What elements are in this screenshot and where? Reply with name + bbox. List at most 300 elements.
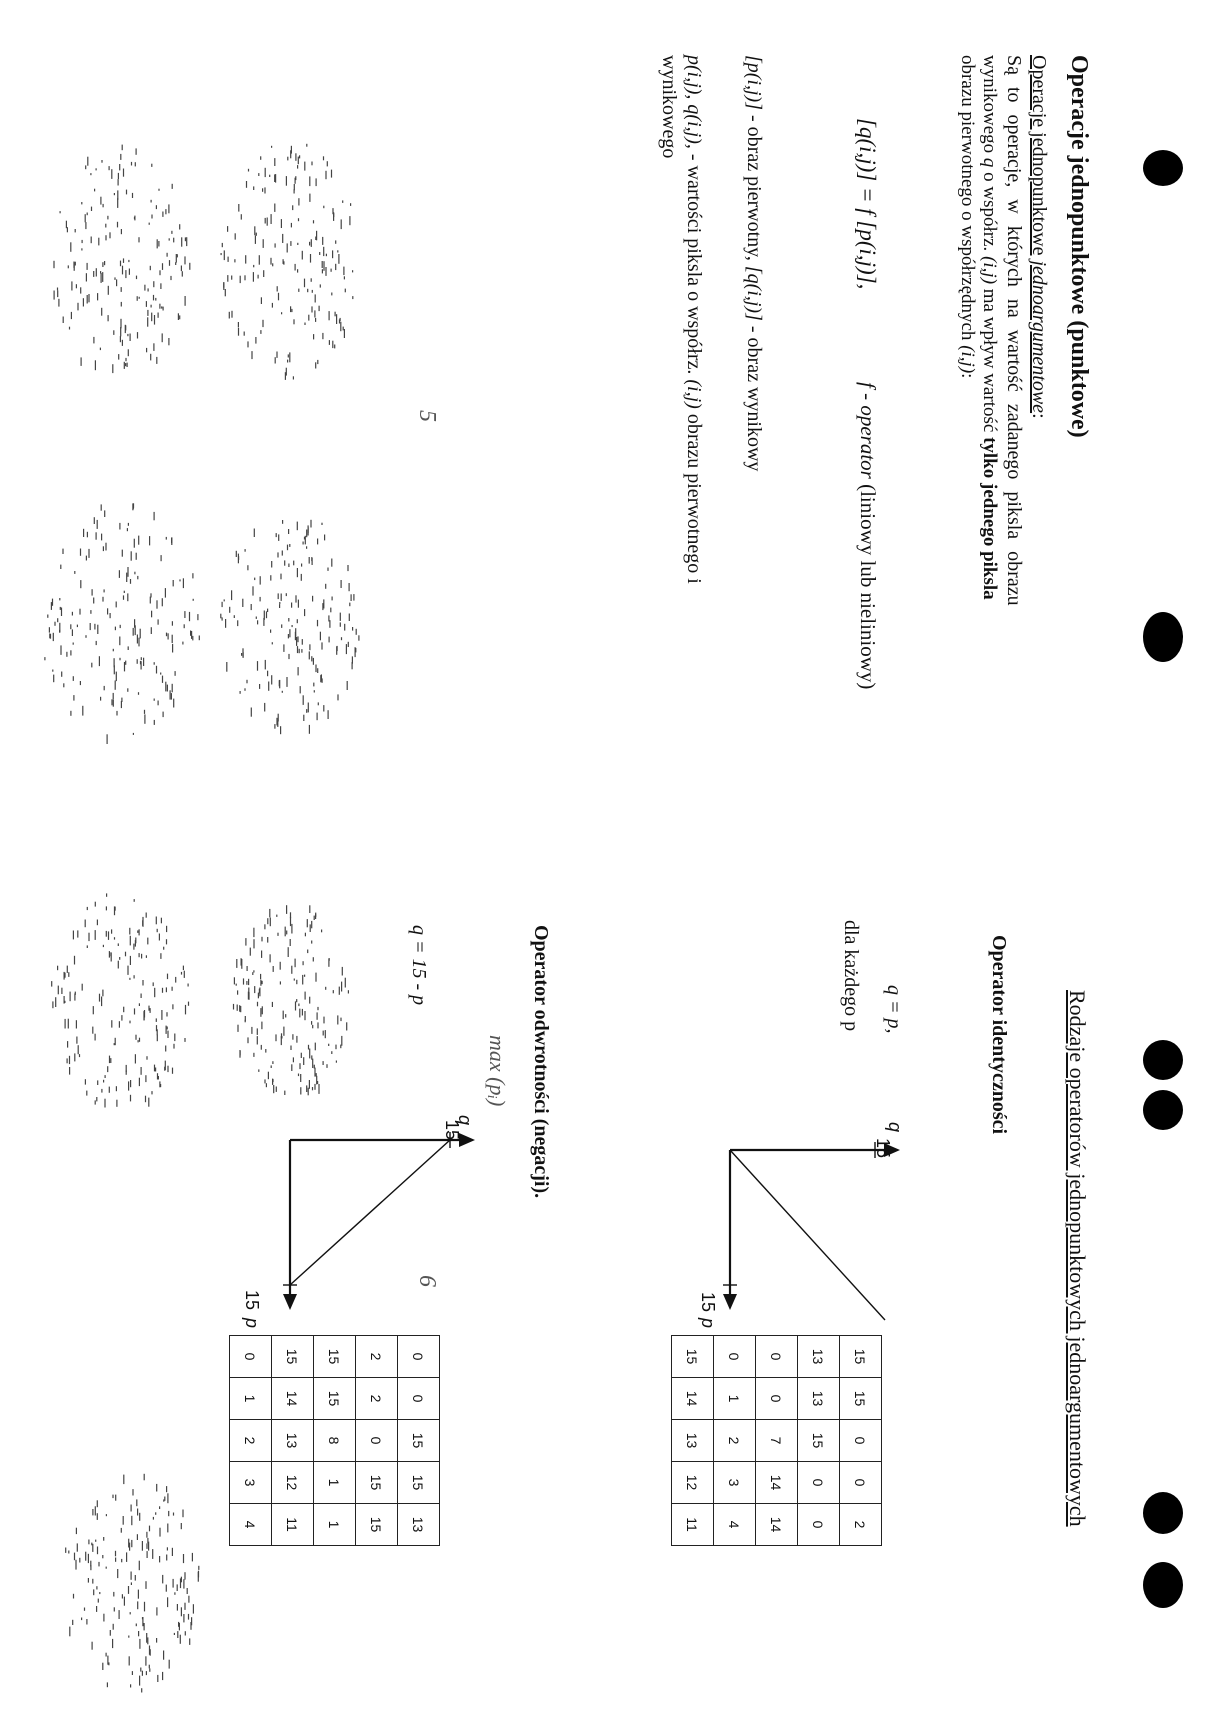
noise-speck bbox=[157, 1029, 158, 1035]
noise-speck bbox=[154, 662, 155, 665]
noise-speck bbox=[184, 256, 185, 264]
noise-speck bbox=[188, 1596, 189, 1603]
noise-speck bbox=[106, 931, 107, 937]
noise-speck bbox=[158, 701, 159, 706]
noise-speck bbox=[272, 1061, 273, 1064]
noise-speck bbox=[76, 1037, 77, 1044]
noise-speck bbox=[159, 270, 160, 275]
noise-speck bbox=[291, 309, 292, 312]
noise-speck bbox=[270, 630, 271, 633]
noise-speck bbox=[58, 986, 59, 995]
noise-speck bbox=[329, 637, 330, 643]
noise-speck bbox=[65, 1548, 66, 1553]
noise-speck bbox=[63, 317, 64, 324]
noise-speck bbox=[229, 607, 230, 613]
noise-speck bbox=[104, 510, 105, 517]
noise-speck bbox=[154, 512, 155, 520]
noise-speck bbox=[125, 270, 126, 278]
noise-speck bbox=[65, 1019, 66, 1029]
noise-speck bbox=[118, 173, 119, 179]
noise-speck bbox=[349, 614, 350, 622]
noise-speck bbox=[280, 574, 281, 580]
noise-speck bbox=[301, 1053, 302, 1058]
noise-speck bbox=[98, 1562, 99, 1567]
noise-speck bbox=[68, 1551, 69, 1554]
table-cell: 15 bbox=[672, 1336, 714, 1378]
noise-speck bbox=[144, 1474, 145, 1481]
noise-speck bbox=[298, 198, 299, 205]
noise-speck bbox=[265, 168, 266, 177]
noise-speck bbox=[310, 520, 311, 528]
noise-speck bbox=[298, 600, 299, 608]
noise-speck bbox=[77, 930, 78, 937]
noise-speck bbox=[281, 594, 282, 601]
noise-speck bbox=[172, 644, 173, 653]
noise-speck bbox=[328, 710, 329, 719]
noise-speck bbox=[300, 1087, 301, 1094]
noise-speck bbox=[70, 650, 71, 655]
definition-text: ma wpływ wartość bbox=[979, 284, 1000, 438]
noise-speck bbox=[197, 614, 198, 620]
noise-speck bbox=[151, 611, 152, 618]
noise-speck bbox=[102, 1663, 103, 1670]
noise-speck bbox=[164, 1067, 165, 1071]
noise-speck bbox=[268, 1072, 269, 1080]
noise-speck bbox=[184, 1038, 185, 1042]
notation-symbol: [p(i,j)] bbox=[743, 55, 765, 110]
noise-speck bbox=[295, 1001, 296, 1010]
noise-speck bbox=[254, 226, 255, 235]
notation-text: - wartości piksla o współrz. bbox=[683, 148, 705, 380]
table-cell: 15 bbox=[840, 1336, 882, 1378]
noise-speck bbox=[97, 293, 98, 300]
table-cell: 1 bbox=[714, 1378, 756, 1420]
noise-speck bbox=[105, 1075, 106, 1078]
noise-speck bbox=[335, 240, 336, 243]
noise-speck bbox=[192, 636, 193, 641]
noise-speck bbox=[237, 990, 238, 994]
noise-speck bbox=[316, 178, 317, 186]
noise-speck bbox=[119, 658, 120, 661]
noise-speck bbox=[353, 594, 354, 601]
noise-speck bbox=[344, 276, 345, 279]
noise-speck bbox=[153, 281, 154, 287]
noise-speck bbox=[326, 254, 327, 257]
noise-speck bbox=[182, 271, 183, 276]
noise-speck bbox=[138, 638, 139, 647]
noise-speck bbox=[241, 958, 242, 962]
noise-speck bbox=[101, 160, 102, 163]
noise-speck bbox=[281, 312, 282, 314]
noise-speck bbox=[108, 1662, 109, 1665]
noise-speck bbox=[304, 1011, 305, 1020]
noise-speck bbox=[129, 978, 130, 980]
noise-speck bbox=[271, 675, 272, 684]
noise-speck bbox=[44, 657, 45, 660]
definition-term: Operacje jednopunktowe bbox=[1028, 55, 1050, 256]
noise-speck bbox=[177, 1584, 178, 1591]
noise-speck bbox=[257, 661, 258, 671]
noise-speck bbox=[74, 956, 75, 965]
noise-speck bbox=[95, 1100, 96, 1104]
noise-speck bbox=[262, 188, 263, 192]
noise-speck bbox=[85, 635, 86, 638]
noise-speck bbox=[321, 523, 322, 525]
noise-speck bbox=[267, 671, 268, 677]
noise-speck bbox=[97, 625, 98, 634]
noise-speck bbox=[97, 1080, 98, 1085]
noise-speck bbox=[184, 611, 185, 618]
noise-speck bbox=[119, 1021, 120, 1027]
noise-speck bbox=[319, 252, 320, 255]
noise-speck bbox=[316, 231, 317, 241]
noise-speck bbox=[259, 684, 260, 689]
noise-speck bbox=[294, 979, 295, 981]
noise-speck bbox=[241, 653, 242, 656]
noise-speck bbox=[106, 893, 107, 896]
noise-speck bbox=[135, 162, 136, 166]
noise-speck bbox=[173, 699, 174, 708]
noise-speck bbox=[340, 1045, 341, 1049]
noise-speck bbox=[160, 1084, 161, 1087]
noise-speck bbox=[342, 967, 343, 976]
noise-speck bbox=[166, 1555, 167, 1561]
table-cell: 13 bbox=[798, 1378, 840, 1420]
noise-speck bbox=[275, 1034, 276, 1041]
noise-speck bbox=[116, 672, 117, 682]
noise-speck bbox=[96, 268, 97, 276]
noise-speck bbox=[175, 977, 176, 983]
noise-speck bbox=[186, 237, 187, 246]
noise-speck bbox=[119, 523, 120, 530]
noise-speck bbox=[254, 578, 255, 581]
noise-speck bbox=[306, 530, 307, 538]
noise-speck bbox=[317, 1081, 318, 1084]
noise-speck bbox=[91, 663, 92, 668]
noise-speck bbox=[69, 1056, 70, 1064]
noise-speck bbox=[331, 269, 332, 272]
table-cell: 15 bbox=[314, 1378, 356, 1420]
noise-speck bbox=[325, 1030, 326, 1038]
noise-speck bbox=[102, 262, 103, 267]
noise-speck bbox=[66, 221, 67, 229]
noise-speck bbox=[150, 354, 151, 361]
noise-speck bbox=[139, 1078, 140, 1086]
noise-speck bbox=[262, 981, 263, 984]
noise-speck bbox=[189, 612, 190, 621]
noise-speck bbox=[167, 253, 168, 257]
noise-speck bbox=[55, 997, 56, 1007]
noise-speck bbox=[75, 229, 76, 232]
noise-speck bbox=[185, 1005, 186, 1015]
noise-speck bbox=[116, 279, 117, 286]
noise-speck bbox=[149, 536, 150, 545]
noise-speck bbox=[288, 618, 289, 622]
noise-speck bbox=[141, 994, 142, 999]
noise-speck bbox=[121, 1015, 122, 1021]
notation-symbol: p(i,j), q(i,j), bbox=[683, 55, 705, 149]
noise-speck bbox=[108, 315, 109, 321]
operator-text: - bbox=[856, 387, 880, 406]
noise-speck bbox=[135, 938, 136, 944]
noise-speck bbox=[135, 1575, 136, 1581]
noise-speck bbox=[83, 529, 84, 537]
noise-speck bbox=[115, 627, 116, 631]
noise-speck bbox=[228, 257, 229, 262]
noise-speck bbox=[109, 952, 110, 956]
noise-speck bbox=[285, 372, 286, 380]
noise-speck bbox=[131, 1516, 132, 1525]
noise-speck bbox=[295, 178, 296, 184]
noise-speck bbox=[134, 1008, 135, 1014]
noise-speck bbox=[260, 980, 261, 986]
noise-speck bbox=[184, 624, 185, 628]
noise-speck bbox=[137, 930, 138, 933]
noise-speck bbox=[105, 543, 106, 551]
noise-speck bbox=[146, 955, 147, 958]
noise-speck bbox=[154, 1065, 155, 1072]
noise-speck bbox=[240, 1051, 241, 1056]
noise-speck bbox=[347, 565, 348, 571]
noise-speck bbox=[311, 278, 312, 282]
noise-speck bbox=[125, 952, 126, 957]
noise-speck bbox=[162, 988, 163, 993]
noise-speck bbox=[238, 322, 239, 327]
noise-speck bbox=[138, 1631, 139, 1636]
noise-speck bbox=[245, 549, 246, 552]
noise-speck bbox=[72, 629, 73, 636]
noise-speck bbox=[144, 285, 145, 291]
noise-speck bbox=[155, 298, 156, 301]
negation-formula: q = 15 - p bbox=[408, 925, 430, 1006]
noise-speck bbox=[155, 1068, 156, 1072]
noise-speck bbox=[262, 1006, 263, 1014]
noise-speck bbox=[271, 214, 272, 224]
table-cell: 8 bbox=[314, 1420, 356, 1462]
noise-speck bbox=[149, 1668, 150, 1671]
noise-speck bbox=[52, 599, 53, 606]
noise-speck bbox=[272, 263, 273, 266]
noise-speck bbox=[85, 222, 86, 229]
noise-speck bbox=[57, 966, 58, 971]
noise-speck bbox=[248, 979, 249, 985]
noise-speck bbox=[263, 270, 264, 277]
noise-speck bbox=[163, 947, 164, 950]
table-cell: 15 bbox=[398, 1420, 440, 1462]
noise-speck bbox=[103, 546, 104, 551]
noise-speck bbox=[168, 204, 169, 213]
noise-speck bbox=[59, 598, 60, 600]
noise-speck bbox=[279, 604, 280, 608]
noise-speck bbox=[66, 652, 67, 657]
noise-speck bbox=[58, 299, 59, 307]
noise-speck bbox=[121, 698, 122, 702]
noise-speck bbox=[88, 294, 89, 302]
noise-speck bbox=[157, 239, 158, 248]
noise-speck bbox=[235, 233, 236, 239]
noise-speck bbox=[331, 1051, 332, 1054]
noise-speck bbox=[88, 1578, 89, 1583]
noise-speck bbox=[151, 627, 152, 634]
noise-speck bbox=[171, 231, 172, 234]
noise-speck bbox=[138, 1040, 139, 1042]
noise-speck bbox=[154, 720, 155, 725]
noise-speck bbox=[242, 599, 243, 607]
noise-speck bbox=[179, 315, 180, 319]
noise-speck bbox=[62, 549, 63, 554]
noise-speck bbox=[245, 255, 246, 263]
noise-speck bbox=[231, 276, 232, 280]
noise-speck bbox=[145, 1075, 146, 1082]
noise-speck bbox=[90, 623, 91, 630]
noise-speck bbox=[304, 609, 305, 616]
noise-speck bbox=[137, 1509, 138, 1516]
noise-speck bbox=[123, 169, 124, 177]
noise-speck bbox=[332, 597, 333, 601]
table-cell: 3 bbox=[230, 1462, 272, 1504]
noise-speck bbox=[294, 184, 295, 190]
noise-speck bbox=[101, 1089, 102, 1093]
noise-speck bbox=[151, 305, 152, 308]
noise-speck bbox=[298, 218, 299, 221]
noise-speck bbox=[317, 1007, 318, 1010]
noise-speck bbox=[245, 1016, 246, 1021]
noise-speck bbox=[283, 261, 284, 264]
noise-speck bbox=[57, 288, 58, 291]
noise-speck bbox=[97, 920, 98, 926]
noise-speck bbox=[329, 958, 330, 961]
noise-speck bbox=[138, 536, 139, 545]
noise-speck bbox=[126, 190, 127, 195]
noise-speck bbox=[295, 632, 296, 640]
noise-speck bbox=[113, 1624, 114, 1630]
noise-speck bbox=[325, 267, 326, 276]
noise-speck bbox=[303, 715, 304, 721]
noise-speck bbox=[288, 654, 289, 659]
noise-speck bbox=[164, 1497, 165, 1501]
noise-speck bbox=[160, 283, 161, 289]
noise-speck bbox=[314, 690, 315, 692]
noise-speck bbox=[275, 357, 276, 363]
noise-speck bbox=[138, 1590, 139, 1599]
noise-speck bbox=[132, 1671, 133, 1675]
noise-speck bbox=[137, 659, 138, 664]
noise-speck bbox=[341, 982, 342, 992]
noise-speck bbox=[130, 1095, 131, 1102]
noise-speck bbox=[256, 617, 257, 619]
table-cell: 2 bbox=[714, 1420, 756, 1462]
noise-speck bbox=[288, 634, 289, 638]
noise-speck bbox=[253, 1053, 254, 1057]
noise-speck bbox=[288, 564, 289, 568]
noise-speck bbox=[313, 683, 314, 687]
noise-speck bbox=[100, 697, 101, 701]
noise-speck bbox=[329, 340, 330, 345]
noise-speck bbox=[73, 695, 74, 701]
noise-speck bbox=[185, 296, 186, 306]
noise-speck bbox=[133, 733, 134, 735]
noise-speck bbox=[173, 1044, 174, 1049]
noise-speck bbox=[349, 216, 350, 225]
noise-speck bbox=[150, 1008, 151, 1013]
noise-speck bbox=[260, 974, 261, 979]
noise-speck bbox=[198, 1571, 199, 1578]
negation-p-tick-label: 15 bbox=[242, 1290, 262, 1311]
noise-speck bbox=[229, 312, 230, 319]
noise-speck bbox=[317, 1012, 318, 1019]
noise-speck bbox=[144, 1602, 145, 1612]
ij-symbol: (i,j) bbox=[957, 345, 978, 374]
notation-symbol: [q(i,j)] bbox=[743, 265, 765, 321]
noise-speck bbox=[99, 1592, 100, 1594]
definition-term-alt: jednoargumentowe bbox=[1028, 260, 1050, 414]
noise-speck bbox=[245, 938, 246, 946]
noise-speck bbox=[153, 982, 154, 986]
noise-speck bbox=[126, 1065, 127, 1072]
noise-speck bbox=[244, 275, 245, 280]
noise-speck bbox=[325, 584, 326, 589]
noise-speck bbox=[170, 276, 171, 280]
noise-speck bbox=[299, 155, 300, 158]
noise-speck bbox=[181, 1523, 182, 1529]
noise-speck bbox=[183, 966, 184, 971]
noise-speck bbox=[259, 255, 260, 265]
noise-speck bbox=[323, 1061, 324, 1065]
noise-speck bbox=[100, 197, 101, 205]
noise-speck bbox=[286, 905, 287, 914]
noise-speck bbox=[231, 311, 232, 318]
noise-speck bbox=[97, 1500, 98, 1507]
noise-speck bbox=[304, 279, 305, 288]
noise-speck bbox=[312, 1059, 313, 1068]
noise-speck bbox=[57, 618, 58, 622]
noise-speck bbox=[147, 1551, 148, 1558]
noise-speck bbox=[85, 1079, 86, 1084]
noise-speck bbox=[172, 184, 173, 189]
table-cell: 0 bbox=[798, 1504, 840, 1546]
noise-speck bbox=[272, 1079, 273, 1082]
noise-speck bbox=[237, 1005, 238, 1011]
noise-speck bbox=[112, 1639, 113, 1648]
noise-speck bbox=[302, 1009, 303, 1016]
noise-speck bbox=[137, 1534, 138, 1540]
noise-speck bbox=[238, 328, 239, 336]
noise-speck bbox=[315, 294, 316, 302]
noise-speck bbox=[268, 682, 269, 691]
noise-speck bbox=[225, 619, 226, 628]
noise-speck bbox=[346, 644, 347, 654]
definition-line-0: Operacje jednopunktowe jednoargumentowe: bbox=[1028, 55, 1050, 419]
noise-speck bbox=[290, 1046, 291, 1051]
noise-speck bbox=[103, 1614, 104, 1622]
noise-speck bbox=[295, 959, 296, 968]
noise-speck bbox=[109, 166, 110, 170]
noise-speck bbox=[136, 276, 137, 280]
noise-speck bbox=[169, 238, 170, 240]
noise-speck bbox=[270, 954, 271, 962]
identity-formula: q = p, bbox=[883, 985, 905, 1034]
noise-speck bbox=[69, 327, 70, 330]
noise-speck bbox=[70, 242, 71, 252]
noise-speck bbox=[181, 972, 182, 975]
noise-speck bbox=[49, 627, 50, 632]
noise-speck bbox=[308, 315, 309, 321]
noise-speck bbox=[88, 1554, 89, 1563]
table-cell: 13 bbox=[272, 1420, 314, 1462]
noise-speck bbox=[73, 676, 74, 681]
noise-speck bbox=[276, 915, 277, 917]
noise-speck bbox=[260, 330, 261, 334]
